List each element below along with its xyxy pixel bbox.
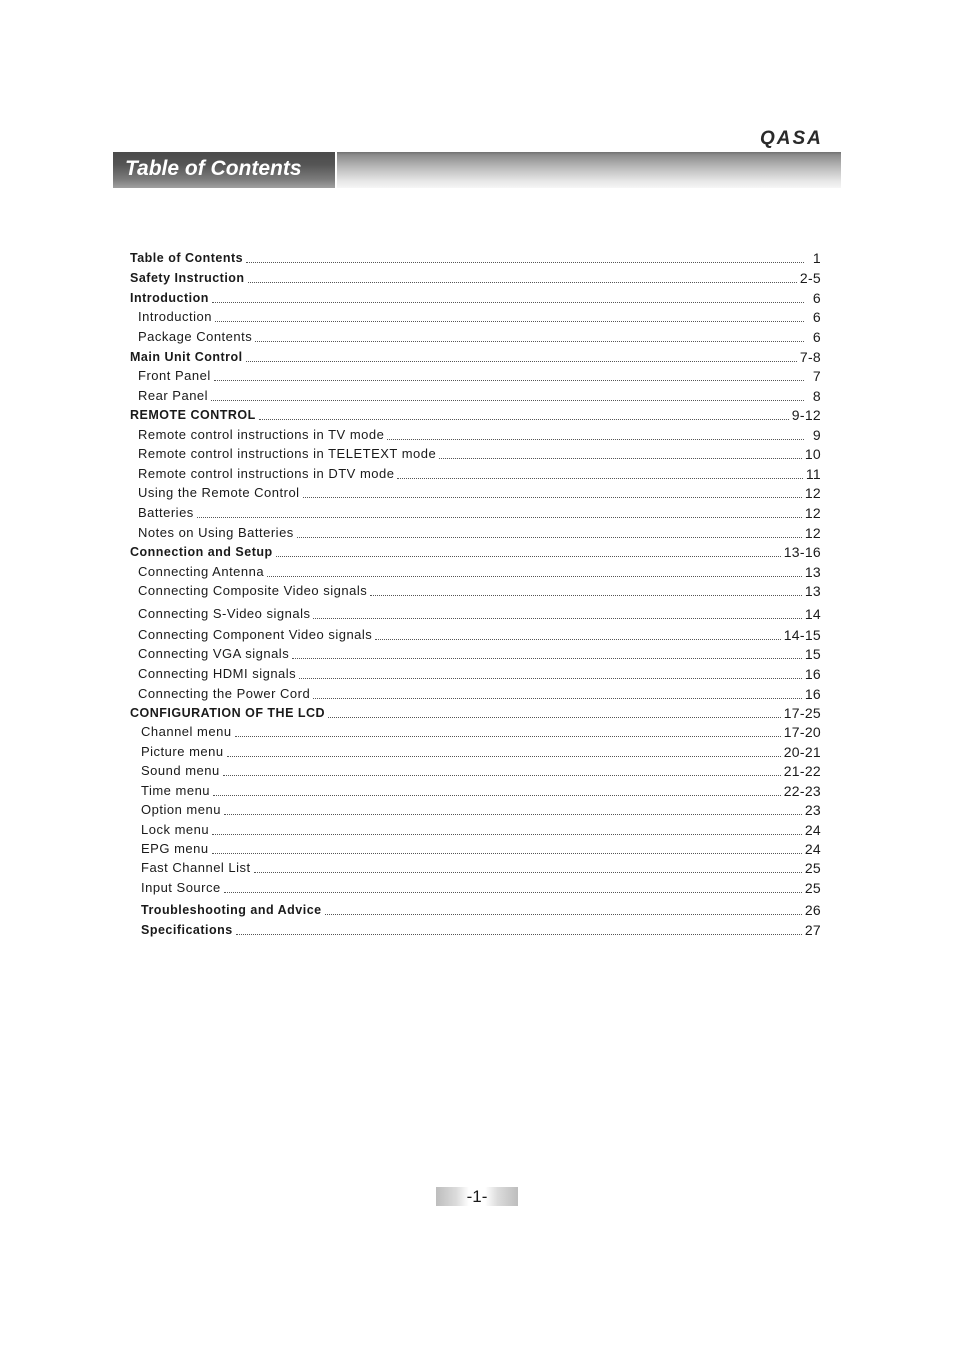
toc-entry[interactable]: [138, 462, 821, 482]
toc-dot-leader: [236, 934, 802, 935]
toc-entry[interactable]: [138, 501, 821, 521]
toc-entry-page: 14-15: [783, 627, 821, 643]
toc-entry-page: 6: [812, 329, 821, 345]
toc-entry-page: 12: [804, 485, 821, 501]
toc-entry-label: Input Source: [141, 880, 221, 895]
toc-dot-leader: [197, 517, 802, 518]
toc-entry-page: 10: [804, 446, 821, 462]
toc-entry[interactable]: [130, 540, 821, 560]
toc-dot-leader: [211, 400, 804, 401]
toc-entry-label: Using the Remote Control: [138, 485, 300, 500]
toc-entry-label: Connecting the Power Cord: [138, 686, 311, 701]
toc-entry-page: 2-5: [799, 270, 821, 286]
toc-entry-label: Connecting Composite Video signals: [138, 583, 368, 598]
toc-entry-label: Remote control instructions in DTV mode: [138, 466, 395, 481]
toc-entry-page: 17-20: [783, 724, 821, 740]
toc-entry[interactable]: [141, 837, 821, 857]
toc-entry-page: 20-21: [783, 744, 821, 760]
toc-dot-leader: [439, 458, 802, 459]
toc-dot-leader: [215, 321, 804, 322]
toc-entry-page: 15: [804, 646, 821, 662]
toc-dot-leader: [375, 639, 780, 640]
toc-dot-leader: [213, 795, 781, 796]
toc-entry[interactable]: [141, 759, 821, 779]
toc-dot-leader: [214, 380, 804, 381]
toc-entry-page: 9: [812, 427, 821, 443]
toc-entry[interactable]: [141, 876, 821, 896]
toc-dot-leader: [224, 892, 802, 893]
toc-dot-leader: [248, 282, 797, 283]
toc-entry-label: Fast Channel List: [141, 860, 251, 875]
toc-entry-label: Safety Instruction: [130, 271, 245, 285]
toc-entry[interactable]: [138, 305, 821, 325]
toc-entry[interactable]: [138, 384, 821, 404]
toc-entry-page: 16: [804, 686, 821, 702]
toc-entry-label: Rear Panel: [138, 388, 209, 403]
toc-entry-page: 14: [804, 606, 821, 622]
toc-entry[interactable]: [130, 701, 821, 721]
toc-dot-leader: [227, 756, 781, 757]
toc-entry-page: 13: [804, 583, 821, 599]
toc-entry-label: Connecting VGA signals: [138, 646, 290, 661]
toc-entry[interactable]: [138, 662, 821, 682]
toc-dot-leader: [397, 478, 802, 479]
toc-entry[interactable]: [138, 642, 821, 662]
toc-dot-leader: [299, 678, 802, 679]
toc-dot-leader: [276, 556, 781, 557]
toc-entry-label: Picture menu: [141, 744, 224, 759]
toc-entry-page: 13: [804, 564, 821, 580]
toc-entry[interactable]: [141, 720, 821, 740]
toc-entry-label: Introduction: [130, 291, 209, 305]
toc-entry[interactable]: [138, 682, 821, 702]
toc-entry-page: 25: [804, 880, 821, 896]
toc-dot-leader: [235, 736, 781, 737]
toc-entry-page: 17-25: [783, 705, 821, 721]
toc-entry-page: 12: [804, 505, 821, 521]
toc-entry-label: Troubleshooting and Advice: [141, 903, 322, 917]
toc-dot-leader: [303, 497, 802, 498]
toc-entry-page: 23: [804, 802, 821, 818]
toc-entry-page: 26: [804, 902, 821, 918]
toc-entry[interactable]: [138, 325, 821, 345]
toc-dot-leader: [212, 853, 802, 854]
toc-entry[interactable]: [141, 740, 821, 760]
toc-entry[interactable]: [130, 246, 821, 266]
toc-entry-page: 8: [812, 388, 821, 404]
toc-entry-label: CONFIGURATION OF THE LCD: [130, 706, 326, 720]
toc-dot-leader: [292, 658, 802, 659]
toc-entry-page: 9-12: [791, 407, 821, 423]
toc-entry-label: Channel menu: [141, 724, 232, 739]
toc-dot-leader: [212, 834, 802, 835]
toc-entry-page: 25: [804, 860, 821, 876]
toc-dot-leader: [328, 717, 781, 718]
toc-entry-page: 24: [804, 841, 821, 857]
toc-entry-label: Connecting Component Video signals: [138, 627, 373, 642]
toc-dot-leader: [387, 439, 804, 440]
toc-entry[interactable]: [130, 266, 821, 286]
toc-entry[interactable]: [141, 898, 821, 918]
toc-entry-page: 11: [805, 466, 821, 482]
toc-entry-page: 24: [804, 822, 821, 838]
toc-entry-page: 12: [804, 525, 821, 541]
toc-dot-leader: [224, 814, 802, 815]
toc-dot-leader: [246, 361, 797, 362]
toc-entry-label: Package Contents: [138, 329, 253, 344]
toc-entry-page: 6: [812, 309, 821, 325]
toc-entry[interactable]: [141, 856, 821, 876]
toc-entry-page: 6: [812, 290, 821, 306]
toc-entry[interactable]: [138, 602, 821, 622]
toc-dot-leader: [313, 618, 801, 619]
toc-entry-label: Remote control instructions in TV mode: [138, 427, 385, 442]
toc-entry-label: Front Panel: [138, 368, 211, 383]
toc-entry-label: Connection and Setup: [130, 545, 273, 559]
toc-dot-leader: [313, 698, 802, 699]
toc-entry-page: 27: [804, 922, 821, 938]
toc-entry[interactable]: [130, 345, 821, 365]
toc-dot-leader: [325, 914, 802, 915]
toc-dot-leader: [254, 872, 802, 873]
toc-entry[interactable]: [130, 403, 821, 423]
toc-dot-leader: [223, 775, 781, 776]
toc-entry-page: 21-22: [783, 763, 821, 779]
toc-entry-page: 1: [812, 250, 821, 266]
toc-entry-label: Specifications: [141, 923, 233, 937]
toc-entry[interactable]: [138, 623, 821, 643]
toc-dot-leader: [255, 341, 804, 342]
toc-entry-label: Main Unit Control: [130, 350, 243, 364]
toc-entry-label: REMOTE CONTROL: [130, 408, 256, 422]
toc-entry[interactable]: [138, 364, 821, 384]
toc-entry[interactable]: [141, 918, 821, 938]
toc-entry-label: Table of Contents: [130, 251, 244, 265]
toc-entry[interactable]: [141, 779, 821, 799]
toc-entry[interactable]: [138, 521, 821, 541]
toc-entry[interactable]: [138, 442, 821, 462]
toc-entry-label: Connecting Antenna: [138, 564, 265, 579]
toc-entry-page: 13-16: [783, 544, 821, 560]
toc-entry[interactable]: [138, 423, 821, 443]
toc-entry-label: Connecting HDMI signals: [138, 666, 297, 681]
toc-entry-page: 7-8: [799, 349, 821, 365]
toc-entry-label: Lock menu: [141, 822, 210, 837]
toc-dot-leader: [246, 262, 804, 263]
toc-dot-leader: [370, 595, 802, 596]
brand-logo: QASA: [760, 128, 823, 149]
toc-dot-leader: [267, 576, 802, 577]
toc-entry-page: 22-23: [783, 783, 821, 799]
toc-entry-label: Batteries: [138, 505, 194, 520]
toc-entry[interactable]: [138, 579, 821, 599]
toc-entry-page: 16: [804, 666, 821, 682]
toc-entry[interactable]: [138, 481, 821, 501]
toc-dot-leader: [212, 302, 804, 303]
toc-entry-label: Notes on Using Batteries: [138, 525, 294, 540]
toc-entry-label: Option menu: [141, 802, 221, 817]
toc-dot-leader: [259, 419, 789, 420]
toc-entry-label: Sound menu: [141, 763, 220, 778]
toc-entry-label: Time menu: [141, 783, 211, 798]
toc-entry[interactable]: [141, 818, 821, 838]
toc-entry-page: 7: [812, 368, 821, 384]
toc-entry-label: Introduction: [138, 309, 212, 324]
page-number: -1-: [466, 1187, 488, 1206]
toc-entry[interactable]: [138, 560, 821, 580]
toc-entry[interactable]: [130, 286, 821, 306]
toc-entry[interactable]: [141, 798, 821, 818]
toc-entry-label: Connecting S-Video signals: [138, 606, 311, 621]
toc-entry-label: EPG menu: [141, 841, 209, 856]
page-title: Table of Contents: [125, 157, 302, 180]
toc-entry-label: Remote control instructions in TELETEXT mode: [138, 446, 437, 461]
toc-dot-leader: [297, 537, 802, 538]
